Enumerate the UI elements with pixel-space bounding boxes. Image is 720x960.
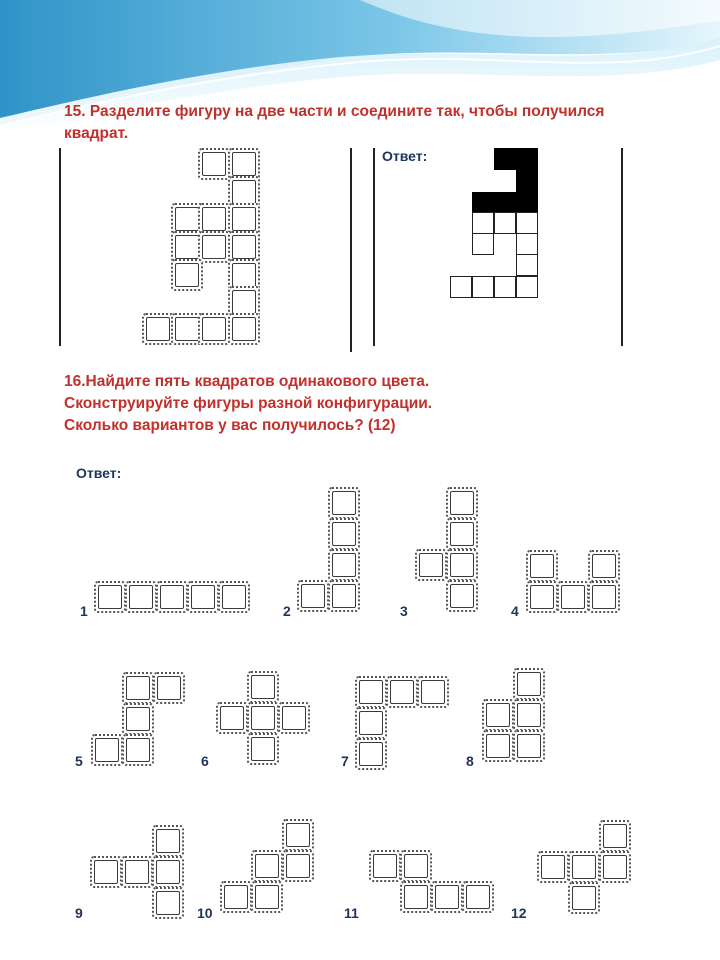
square-tile — [557, 581, 589, 613]
task-16-title — [64, 371, 432, 437]
variant-number: 4 — [511, 603, 519, 619]
grid-cell — [494, 212, 516, 234]
square-tile — [198, 313, 230, 345]
square-tile — [513, 668, 545, 700]
square-tile — [142, 313, 174, 345]
square-tile — [526, 550, 558, 582]
variant-number: 1 — [80, 603, 88, 619]
variant-number: 2 — [283, 603, 291, 619]
square-tile — [282, 819, 314, 851]
square-tile — [122, 734, 154, 766]
square-tile — [152, 825, 184, 857]
shaded-cell — [516, 192, 538, 214]
square-tile — [599, 820, 631, 852]
grid-cell — [516, 212, 538, 234]
square-tile — [599, 851, 631, 883]
square-tile — [431, 881, 463, 913]
square-tile — [91, 734, 123, 766]
variant-number: 3 — [400, 603, 408, 619]
square-tile — [121, 856, 153, 888]
square-tile — [446, 549, 478, 581]
square-tile — [90, 856, 122, 888]
variant-number: 9 — [75, 905, 83, 921]
square-tile — [482, 699, 514, 731]
grid-cell — [516, 254, 538, 276]
square-tile — [328, 518, 360, 550]
square-tile — [568, 851, 600, 883]
square-tile — [247, 702, 279, 734]
square-tile — [278, 702, 310, 734]
square-tile — [220, 881, 252, 913]
square-tile — [251, 881, 283, 913]
divider-line — [373, 148, 375, 346]
square-tile — [400, 850, 432, 882]
square-tile — [355, 738, 387, 770]
task-15-title-line: квадрат. — [64, 125, 129, 142]
task-16-title-line: 16.Найдите пять квадратов одинакового цвета. — [64, 373, 430, 390]
square-tile — [247, 671, 279, 703]
grid-cell — [472, 276, 494, 298]
grid-cell — [472, 212, 494, 234]
square-tile — [386, 676, 418, 708]
square-tile — [588, 581, 620, 613]
answer-label: Ответ: — [76, 465, 122, 481]
variant-number: 8 — [466, 753, 474, 769]
grid-cell — [516, 233, 538, 255]
shaded-cell — [516, 148, 538, 170]
square-tile — [588, 550, 620, 582]
square-tile — [568, 882, 600, 914]
square-tile — [216, 702, 248, 734]
square-tile — [228, 313, 260, 345]
square-tile — [122, 703, 154, 735]
square-tile — [218, 581, 250, 613]
divider-line — [621, 148, 623, 346]
square-tile — [152, 887, 184, 919]
square-tile — [513, 730, 545, 762]
square-tile — [355, 676, 387, 708]
square-tile — [198, 148, 230, 180]
square-tile — [513, 699, 545, 731]
grid-cell — [494, 276, 516, 298]
square-tile — [446, 487, 478, 519]
square-tile — [153, 672, 185, 704]
square-tile — [328, 549, 360, 581]
shaded-cell — [494, 192, 516, 214]
grid-cell — [450, 276, 472, 298]
answer-label: Ответ: — [382, 148, 428, 164]
square-tile — [156, 581, 188, 613]
grid-cell — [472, 233, 494, 255]
square-tile — [247, 733, 279, 765]
shaded-cell — [472, 192, 494, 214]
task-16-title-line: Сколько вариантов у вас получилось? (12) — [64, 417, 396, 434]
square-tile — [171, 259, 203, 291]
square-tile — [251, 850, 283, 882]
task-15-title — [64, 101, 664, 145]
square-tile — [122, 672, 154, 704]
task-16-title-line: Сконструируйте фигуры разной конфигурации. — [64, 395, 433, 412]
square-tile — [537, 851, 569, 883]
square-tile — [94, 581, 126, 613]
square-tile — [125, 581, 157, 613]
variant-number: 11 — [344, 905, 359, 921]
divider-line — [350, 148, 352, 352]
variant-number: 10 — [197, 905, 213, 921]
divider-line — [59, 148, 61, 346]
square-tile — [417, 676, 449, 708]
square-tile — [482, 730, 514, 762]
square-tile — [369, 850, 401, 882]
square-tile — [526, 581, 558, 613]
grid-cell — [516, 276, 538, 298]
square-tile — [328, 487, 360, 519]
variant-number: 5 — [75, 753, 83, 769]
square-tile — [282, 850, 314, 882]
task-15-title-line: 15. Разделите фигуру на две части и соедините так, чтобы получился — [64, 103, 605, 120]
shaded-cell — [494, 148, 516, 170]
square-tile — [446, 518, 478, 550]
square-tile — [462, 881, 494, 913]
square-tile — [152, 856, 184, 888]
variant-number: 12 — [511, 905, 527, 921]
square-tile — [187, 581, 219, 613]
square-tile — [297, 580, 329, 612]
shaded-cell — [516, 170, 538, 192]
square-tile — [446, 580, 478, 612]
variant-number: 6 — [201, 753, 209, 769]
variant-number: 7 — [341, 753, 349, 769]
square-tile — [328, 580, 360, 612]
square-tile — [355, 707, 387, 739]
square-tile — [400, 881, 432, 913]
square-tile — [415, 549, 447, 581]
